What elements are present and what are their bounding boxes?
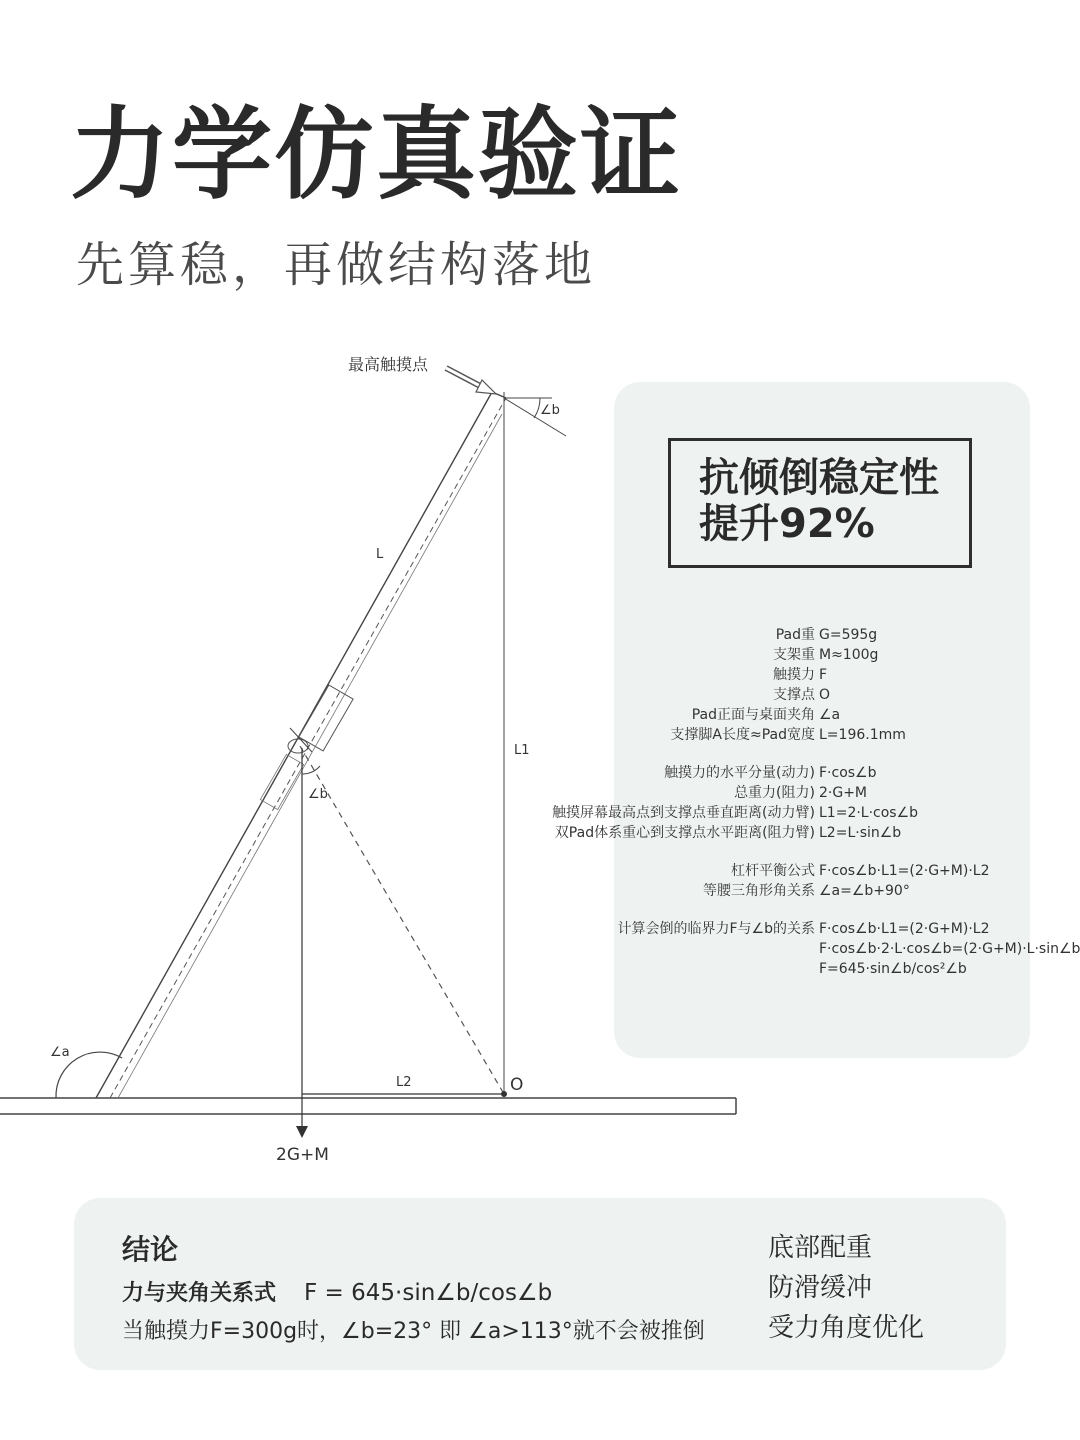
force-row xyxy=(505,804,1025,823)
page-subtitle: 先算稳，再做结构落地 xyxy=(76,237,597,293)
definition-value: G=595g xyxy=(819,627,878,643)
critical-line: F·cos∠b·L1=(2·G+M)·L2 xyxy=(819,921,990,937)
formula-row xyxy=(505,862,1025,881)
definition-row xyxy=(505,646,1025,665)
mid-angle-arc xyxy=(302,766,320,774)
force-row xyxy=(505,824,1025,843)
formula-label: 杠杆平衡公式 xyxy=(731,863,815,879)
formula-value: ∠a=∠b+90° xyxy=(819,883,910,899)
definition-label: 触摸力 xyxy=(773,667,815,683)
definition-value: L=196.1mm xyxy=(819,727,906,743)
highlight-line-1: 抗倾倒稳定性 xyxy=(699,455,939,501)
force-value: L2=L·sin∠b xyxy=(819,825,902,841)
definition-label: Pad重 xyxy=(775,627,815,643)
feature-item: 底部配重 xyxy=(768,1233,873,1263)
feature-item: 受力角度优化 xyxy=(768,1313,925,1343)
definition-row xyxy=(505,726,1025,745)
relation-label: 力与夹角关系式 xyxy=(122,1281,277,1306)
definition-value: F xyxy=(819,667,828,683)
force-label: 触摸屏幕最高点到支撑点垂直距离(动力臂) xyxy=(552,805,815,821)
force-value: 2·G+M xyxy=(819,785,868,801)
conclusion-panel xyxy=(74,1198,1006,1370)
touch-point-arrow xyxy=(446,368,496,394)
formula-row xyxy=(505,882,1025,901)
formula-value: F·cos∠b·L1=(2·G+M)·L2 xyxy=(819,863,990,879)
critical-row xyxy=(505,940,1080,959)
feature-list xyxy=(768,1228,924,1348)
length-l-label: L xyxy=(376,547,384,562)
support-point xyxy=(501,1091,507,1097)
definition-label: 支架重 xyxy=(773,647,815,663)
definition-row xyxy=(505,626,1025,645)
feature-item: 防滑缓冲 xyxy=(768,1273,873,1303)
force-value: F·cos∠b xyxy=(819,765,877,781)
force-row xyxy=(505,784,1025,803)
force-label: 2G+M xyxy=(276,1145,329,1165)
force-label: 总重力(阻力) xyxy=(734,785,815,801)
definition-value: M≈100g xyxy=(819,647,879,663)
critical-line: F·cos∠b·2·L·cos∠b=(2·G+M)·L·sin∠b xyxy=(819,941,1080,957)
support-o-label: O xyxy=(510,1075,524,1095)
critical-line: F=645·sin∠b/cos²∠b xyxy=(819,961,967,977)
l2-label: L2 xyxy=(396,1075,412,1090)
force-label: 触摸力的水平分量(动力) xyxy=(664,765,815,781)
top-touch-point-label: 最高触摸点 xyxy=(348,355,429,374)
pad-body xyxy=(96,392,506,1098)
definition-row xyxy=(505,706,1025,725)
table-surface xyxy=(0,1098,736,1114)
definition-value: ∠a xyxy=(819,707,841,723)
conclusion-title: 结论 xyxy=(122,1233,179,1266)
angle-a-label: ∠a xyxy=(50,1045,70,1060)
definition-value: O xyxy=(819,687,831,703)
page-title: 力学仿真验证 xyxy=(70,96,682,213)
relation-line xyxy=(122,1276,552,1307)
force-label: 双Pad体系重心到支撑点水平距离(阻力臂) xyxy=(554,825,815,841)
l1-label: L1 xyxy=(514,743,530,758)
relation-formula: F = 645·sin∠b/cos∠b xyxy=(304,1280,553,1306)
result-line: 当触摸力F=300g时，∠b=23° 即 ∠a>113°就不会被推倒 xyxy=(122,1319,705,1344)
definition-label: 支撑脚A长度≈Pad宽度 xyxy=(670,727,815,743)
force-value: L1=2·L·cos∠b xyxy=(819,805,919,821)
definition-label: Pad正面与桌面夹角 xyxy=(691,707,815,723)
force-row xyxy=(505,764,1025,783)
definition-label: 支撑点 xyxy=(773,687,815,703)
stability-highlight-box xyxy=(668,438,972,568)
critical-row xyxy=(505,920,1025,939)
critical-row xyxy=(505,960,1025,979)
definition-row xyxy=(505,666,1025,685)
highlight-line-2: 提升92% xyxy=(699,501,875,547)
formula-label: 等腰三角形角关系 xyxy=(703,883,815,899)
critical-label: 计算会倒的临界力F与∠b的关系 xyxy=(617,921,815,937)
angle-b-mid-label: ∠b xyxy=(308,787,328,802)
support-leg xyxy=(300,746,504,1094)
angle-b-top-label: ∠b xyxy=(540,403,560,418)
definition-row xyxy=(505,686,1025,705)
